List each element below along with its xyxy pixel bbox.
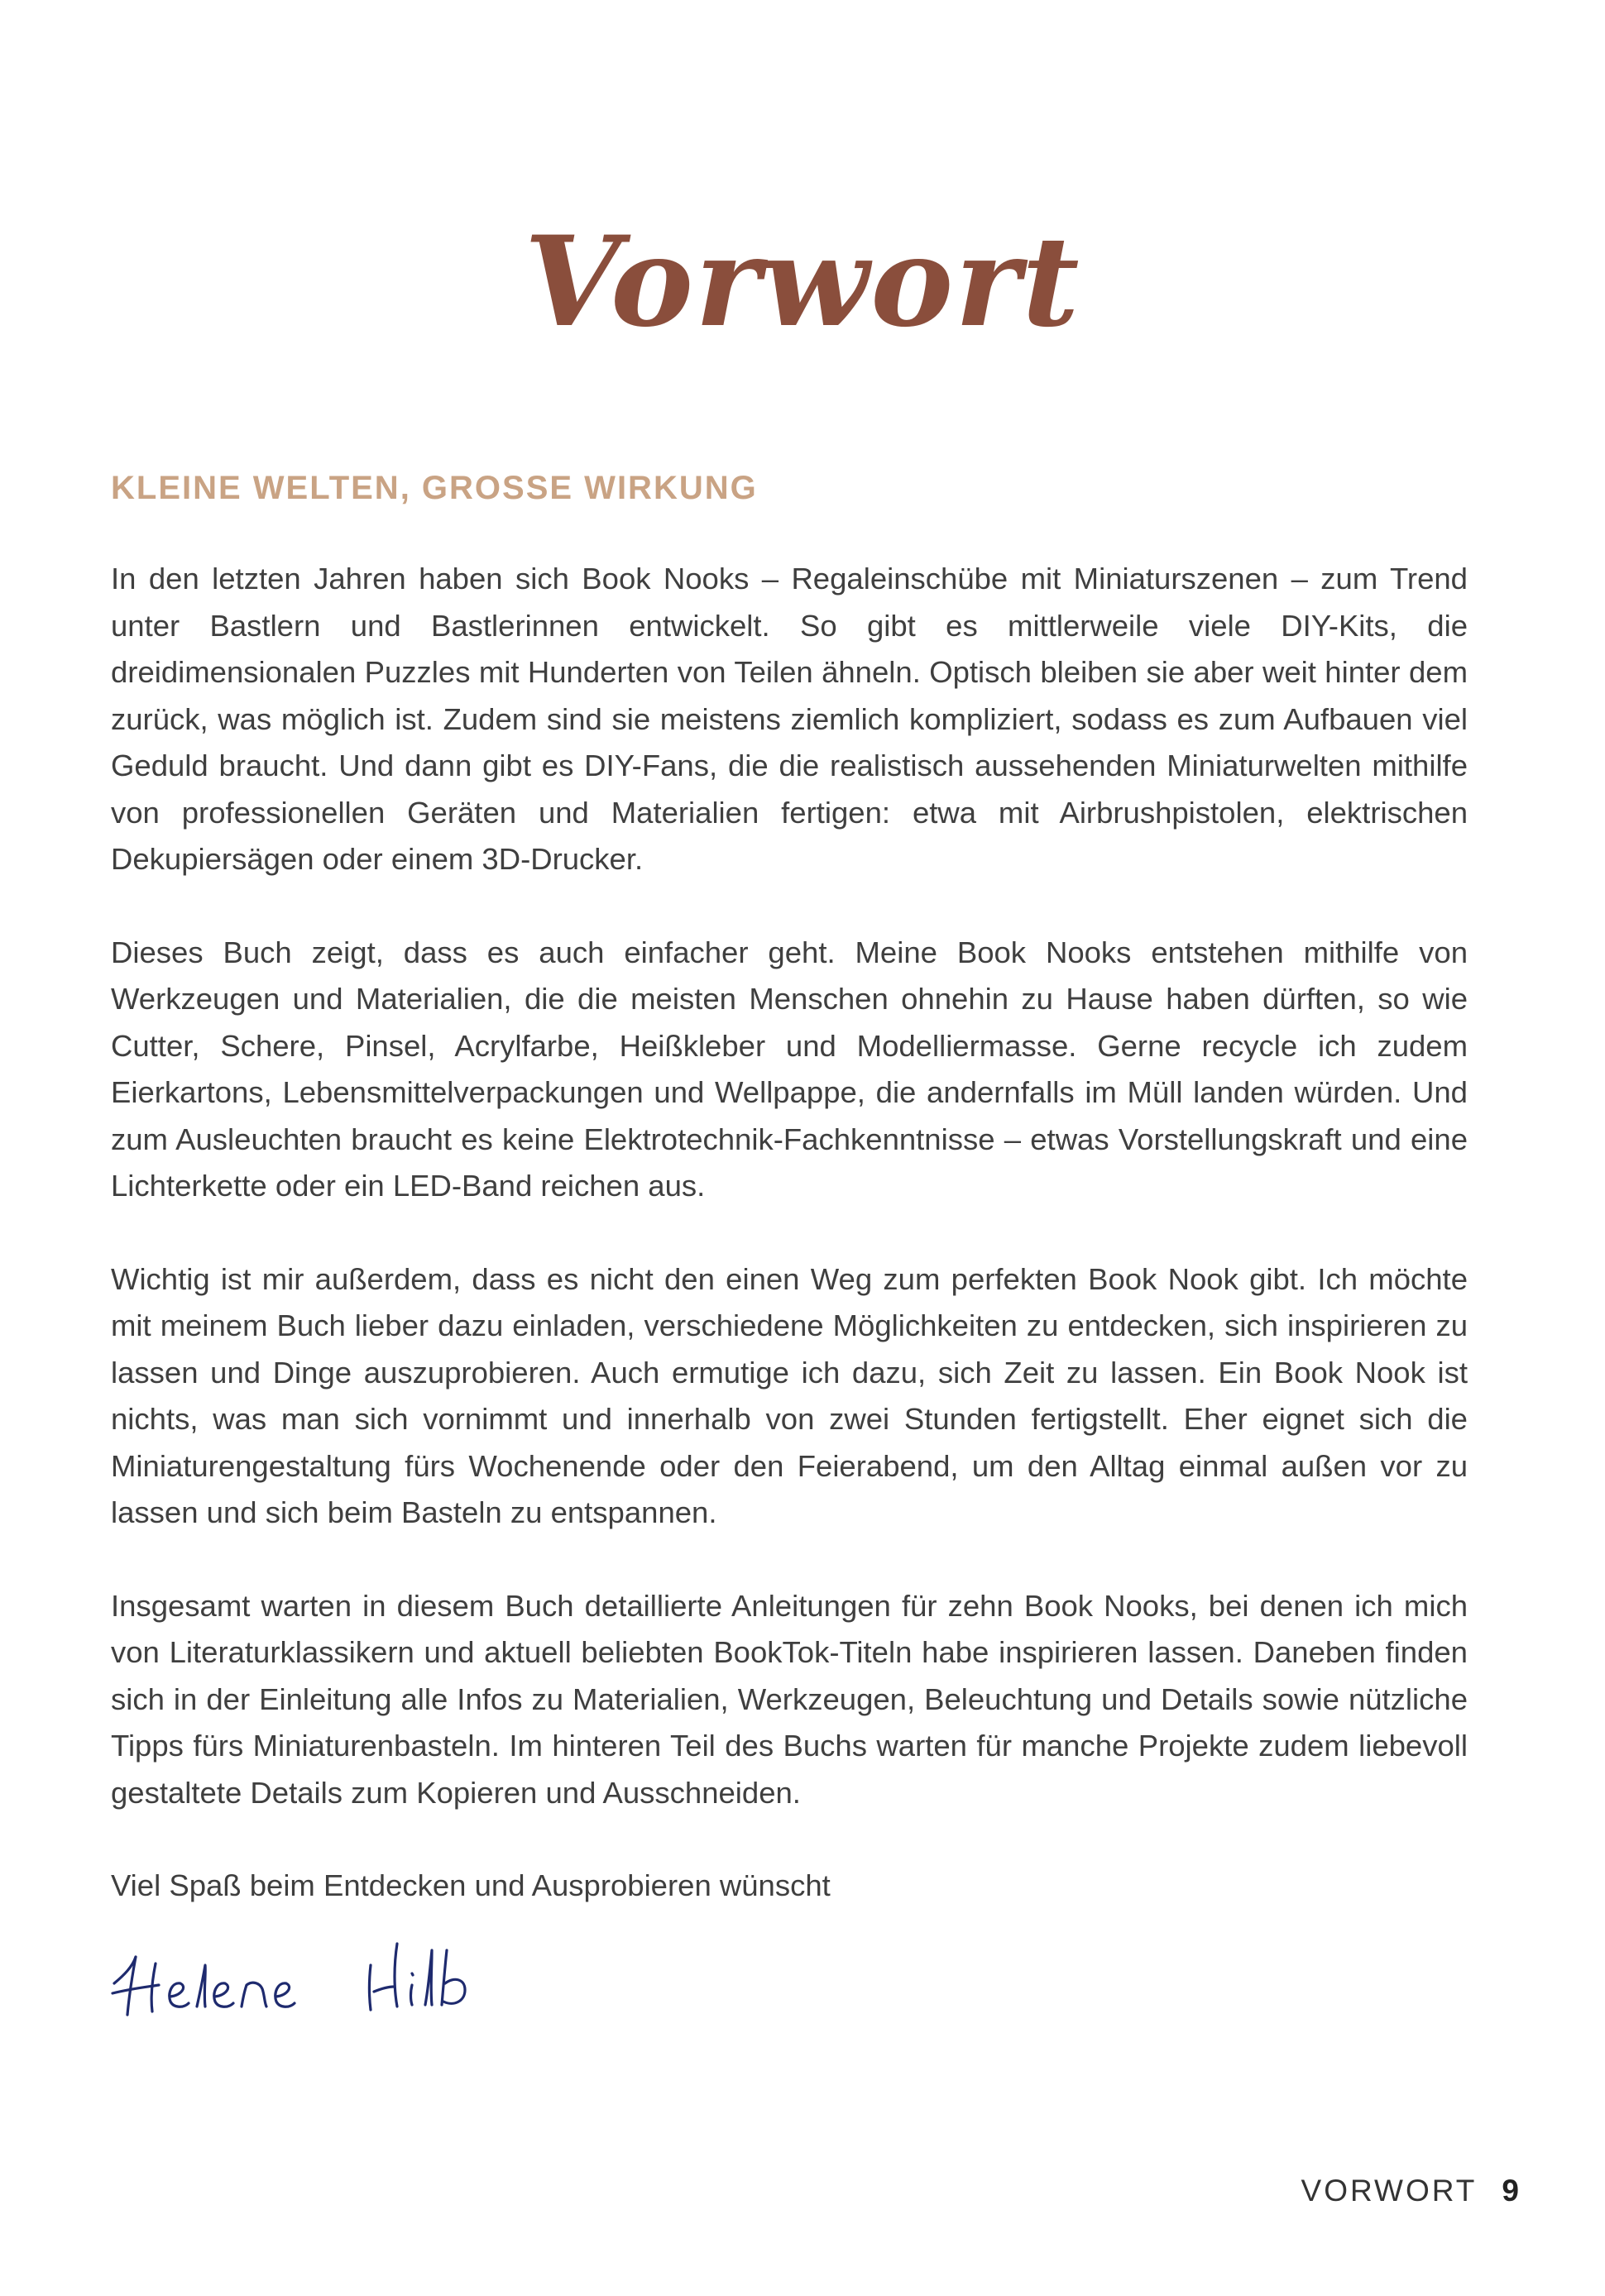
page-number: 9 (1502, 2174, 1519, 2208)
section-heading: KLEINE WELTEN, GROSSE WIRKUNG (111, 470, 758, 506)
running-footer-section: VORWORT (1301, 2174, 1478, 2208)
body-text (111, 556, 1468, 1956)
paragraph-4: Insgesamt warten in diesem Buch detaillierte Anleitungen für zehn Book Nooks, bei denen ich mich von Literaturklassikern und aktuell beliebten BookTok-Titeln habe inspirieren lassen. Daneben finden sich in der Einleitung alle Infos zu Materialien, Werkzeugen, Beleuchtung und Details sowie nützliche Tipps fürs Miniaturenbasteln. Im hinteren Teil des Buchs warten für manche Projekte zudem liebevoll gestaltete Details zum Kopieren und Ausschneiden. (111, 1588, 1468, 1810)
closing-line: Viel Spaß beim Entdecken und Ausprobieren wünscht (111, 1868, 831, 1902)
paragraph-2: Dieses Buch zeigt, dass es auch einfacher geht. Meine Book Nooks entstehen mithilfe von Werkzeugen und Materialien, die die meisten Menschen ohnehin zu Hause haben dürften, so wie Cutter, Schere, Pinsel, Acrylfarbe, Heißkleber und Modelliermasse. Gerne recycle ich zudem Eierkartons, Lebensmittelverpackungen und Wellpappe, die andernfalls im Müll landen würden. Und zum Ausleuchten braucht es keine Elektrotechnik-Fachkenntnisse – etwas Vorstellungskraft und eine Lichterkette oder ein LED-Band reichen aus. (111, 935, 1468, 1203)
handwritten-signature (108, 1925, 521, 2033)
paragraph-1: In den letzten Jahren haben sich Book Nooks – Regaleinschübe mit Miniaturszenen – zum Trend unter Bastlern und Bastlerinnen entwickelt. So gibt es mittlerweile viele DIY-Kits, die dreidimensionalen Puzzles mit Hunderten von Teilen ähneln. Optisch bleiben sie aber weit hinter dem zurück, was möglich ist. Zudem sind sie meistens ziemlich kompliziert, sodass es zum Aufbauen viel Geduld braucht. Und dann gibt es DIY-Fans, die die realistisch aussehenden Miniaturwelten mithilfe von professionellen Geräten und Materialien fertigen: etwa mit Airbrushpistolen, elektrischen Dekupiersägen oder einem 3D-Drucker. (111, 562, 1468, 876)
paragraph-3: Wichtig ist mir außerdem, dass es nicht den einen Weg zum perfekten Book Nook gibt. Ich möchte mit meinem Buch lieber dazu einladen, verschiedene Möglichkeiten zu entdecken, sich inspirieren zu lassen und Dinge auszuprobieren. Auch ermutige ich dazu, sich Zeit zu lassen. Ein Book Nook ist nichts, was man sich vornimmt und innerhalb von zwei Stunden fertigstellt. Eher eignet sich die Miniaturengestaltung fürs Wochenende oder den Feierabend, um den Alltag einmal außen vor zu lassen und sich beim Basteln zu entspannen. (111, 1261, 1468, 1529)
page-title: Vorwort (524, 208, 1081, 355)
page-footer (1301, 2174, 1519, 2208)
